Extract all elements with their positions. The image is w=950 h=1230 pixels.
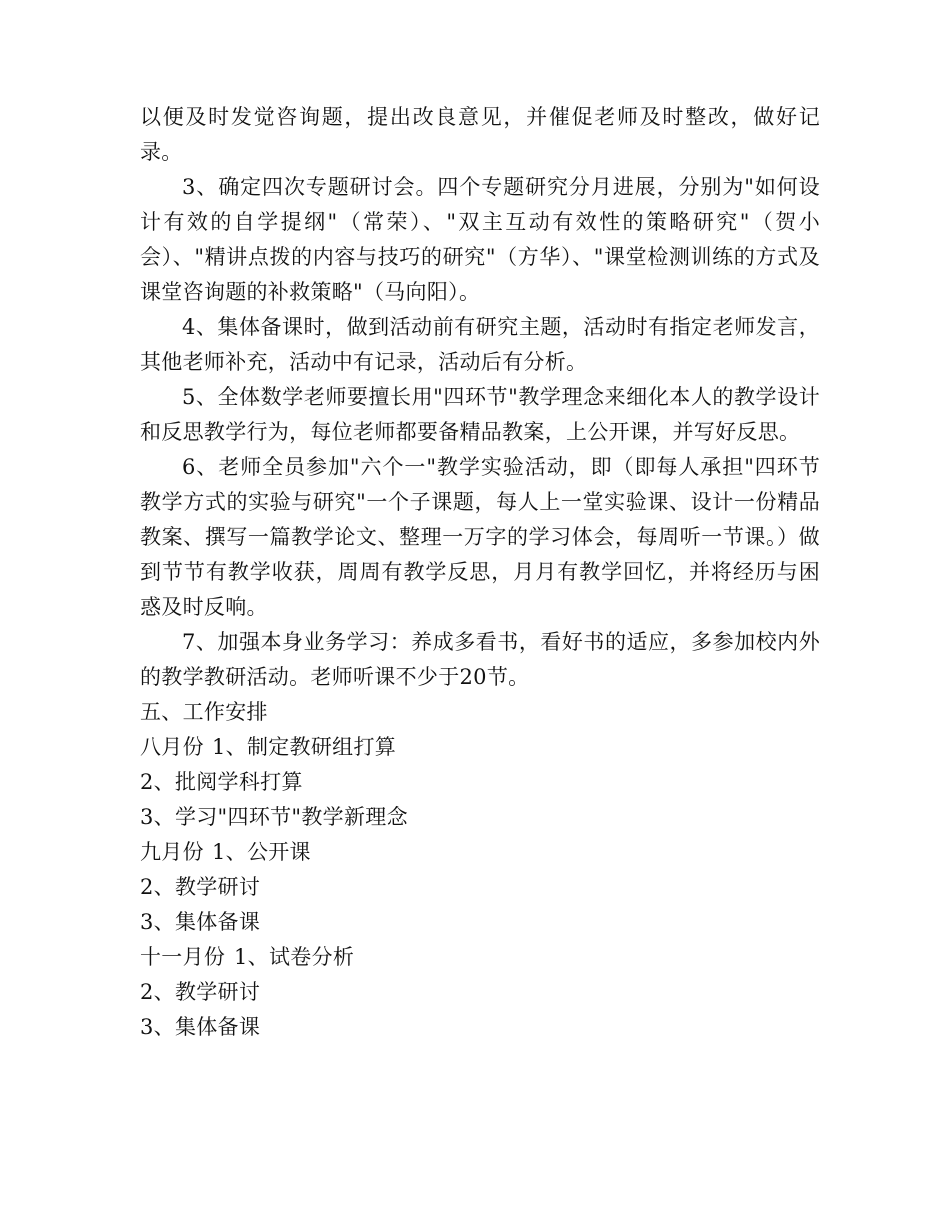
schedule-august-task-2: 2、批阅学科打算 xyxy=(140,770,303,794)
schedule-november-task-1: 1、试卷分析 xyxy=(234,945,355,969)
schedule-november-task-3: 3、集体备课 xyxy=(140,1015,261,1039)
schedule-august-row xyxy=(140,730,820,765)
paragraph-item-4: 4、集体备课时，做到活动前有研究主题，活动时有指定老师发言，其他老师补充，活动中有记录，活动后有分析。 xyxy=(140,315,820,374)
schedule-september-task-2: 2、教学研讨 xyxy=(140,875,261,899)
schedule-september-task-3: 3、集体备课 xyxy=(140,910,261,934)
document-body xyxy=(140,100,820,1045)
paragraph-item-3: 3、确定四次专题研讨会。四个专题研究分月进展，分别为"如何设计有效的自学提纲"（常荣）、"双主互动有效性的策略研究"（贺小会）、"精讲点拨的内容与技巧的研究"（方华）、"课堂检测训练的方式及课堂咨询题的补救策略"（马向阳）。 xyxy=(140,175,820,304)
schedule-september-task-1: 1、公开课 xyxy=(212,840,311,864)
schedule-month-august: 八月份 xyxy=(140,735,204,759)
paragraph-item-6: 6、老师全员参加"六个一"教学实验活动，即（即每人承担"四环节教学方式的实验与研究"一个子课题，每人上一堂实验课、设计一份精品教案、撰写一篇教学论文、整理一万字的学习体会，每周听一节课。）做到节节有教学收获，周周有教学反思，月月有教学回忆，并将经历与困惑及时反响。 xyxy=(140,455,820,619)
schedule-september-row xyxy=(140,835,820,870)
section-title: 五、工作安排 xyxy=(140,700,268,724)
schedule-month-september: 九月份 xyxy=(140,840,204,864)
schedule-month-november: 十一月份 xyxy=(140,945,226,969)
schedule-november-task-2: 2、教学研讨 xyxy=(140,980,261,1004)
schedule-august-task-1: 1、制定教研组打算 xyxy=(212,735,397,759)
paragraph-item-5: 5、全体数学老师要擅长用"四环节"教学理念来细化本人的教学设计和反思教学行为，每位老师都要备精品教案，上公开课，并写好反思。 xyxy=(140,385,820,444)
paragraph-item-7: 7、加强本身业务学习：养成多看书，看好书的适应，多参加校内外的教学教研活动。老师听课不少于20节。 xyxy=(140,630,820,689)
paragraph-continued: 以便及时发觉咨询题，提出改良意见，并催促老师及时整改，做好记录。 xyxy=(140,105,820,164)
schedule-august-task-3: 3、学习"四环节"教学新理念 xyxy=(140,805,408,829)
schedule-november-row xyxy=(140,940,820,975)
